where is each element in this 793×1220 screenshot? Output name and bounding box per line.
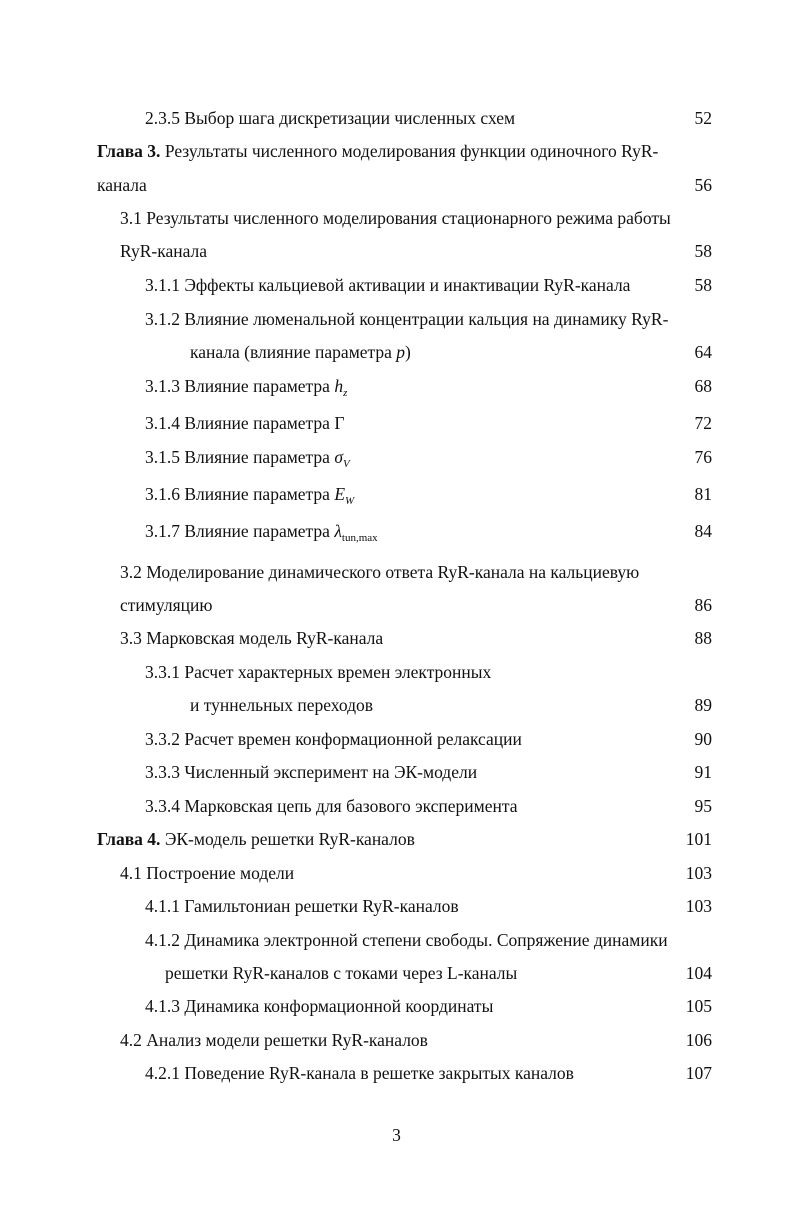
math-symbol: Γ xyxy=(334,413,345,433)
toc-3-1-7 xyxy=(145,520,378,549)
toc-3-1-6 xyxy=(145,483,354,512)
toc-page: 88 xyxy=(694,628,712,648)
toc-3-2: 3.2 Моделирование динамического ответа RyR-канала на кальциевую xyxy=(120,562,640,582)
toc-text: 3.1.5 Влияние параметра xyxy=(145,447,335,467)
toc-page: 103 xyxy=(685,896,712,916)
math-symbol: σ xyxy=(334,447,343,467)
toc-3-1-2-cont xyxy=(190,341,411,363)
toc-text: 3.1.7 Влияние параметра xyxy=(145,521,335,541)
math-symbol: h xyxy=(334,376,344,396)
toc-page: 107 xyxy=(685,1063,712,1083)
toc-page: 86 xyxy=(694,595,712,615)
toc-page: 103 xyxy=(685,863,712,883)
toc-page: 64 xyxy=(694,342,712,362)
math-sub: tun,max xyxy=(341,532,378,544)
toc-page: 68 xyxy=(694,376,712,396)
toc-4-1-2: 4.1.2 Динамика электронной степени свободы. Сопряжение динамики xyxy=(145,930,668,950)
chapter-title: Результаты численного моделирования функции одиночного RyR- xyxy=(160,141,659,161)
toc-page: 91 xyxy=(694,762,712,782)
toc-text: 3.1.6 Влияние параметра xyxy=(145,484,335,504)
toc-4-1: 4.1 Построение модели xyxy=(120,863,295,883)
toc-3-3-2: 3.3.2 Расчет времен конформационной релаксации xyxy=(145,729,522,749)
cont-tail: ) xyxy=(405,342,411,362)
toc-3-1: 3.1 Результаты численного моделирования стационарного режима работы xyxy=(120,208,671,228)
toc-4-2: 4.2 Анализ модели решетки RyR-каналов xyxy=(120,1030,428,1050)
chapter-label: Глава 3. xyxy=(97,141,161,161)
toc-3-3-4: 3.3.4 Марковская цепь для базового эксперимента xyxy=(145,796,518,816)
toc-text: 3.1.3 Влияние параметра xyxy=(145,376,335,396)
toc-page: 105 xyxy=(685,996,712,1016)
chapter-title: ЭК-модель решетки RyR-каналов xyxy=(160,829,415,849)
toc-4-2-1: 4.2.1 Поведение RyR-канала в решетке закрытых каналов xyxy=(145,1063,574,1083)
toc-3-1-1: 3.1.1 Эффекты кальциевой активации и инактивации RyR-канала xyxy=(145,275,631,295)
toc-page: 104 xyxy=(685,963,712,983)
toc-page: 106 xyxy=(685,1030,712,1050)
toc-3-1-5 xyxy=(145,446,350,475)
toc-page: 95 xyxy=(694,796,712,816)
toc-page: 72 xyxy=(694,413,712,433)
toc-page: 90 xyxy=(694,729,712,749)
cont-text: канала (влияние параметра xyxy=(190,342,397,362)
toc-page: 84 xyxy=(694,521,712,541)
toc-page: 101 xyxy=(685,829,712,849)
toc-text: 3.1.4 Влияние параметра xyxy=(145,413,335,433)
math-symbol: E xyxy=(334,484,346,504)
math-sub: W xyxy=(345,495,355,507)
page-number: 3 xyxy=(392,1125,401,1145)
math-sub: V xyxy=(342,458,350,470)
toc-2-3-5: 2.3.5 Выбор шага дискретизации численных схем xyxy=(145,108,516,128)
toc-page: 76 xyxy=(694,447,712,467)
toc-4-1-1: 4.1.1 Гамильтониан решетки RyR-каналов xyxy=(145,896,459,916)
toc-3-1-3 xyxy=(145,375,347,404)
toc-3-3-3: 3.3.3 Численный эксперимент на ЭК-модели xyxy=(145,762,478,782)
toc-chapter-4 xyxy=(97,828,415,850)
toc-chapter-3-cont: канала xyxy=(97,175,147,195)
toc-page: 89 xyxy=(694,695,712,715)
toc-3-3-1-cont: и туннельных переходов xyxy=(190,695,374,715)
toc-page: 58 xyxy=(694,241,712,261)
toc-3-1-2: 3.1.2 Влияние люменальной концентрации кальция на динамику RyR- xyxy=(145,309,669,329)
toc-page: 81 xyxy=(694,484,712,504)
toc-4-1-2-cont: решетки RyR-каналов с токами через L-каналы xyxy=(165,963,518,983)
chapter-label: Глава 4. xyxy=(97,829,161,849)
toc-3-1-cont: RyR-канала xyxy=(120,241,208,261)
toc-3-3-1: 3.3.1 Расчет характерных времен электронных xyxy=(145,662,492,682)
toc-chapter-3 xyxy=(97,140,658,162)
math-p: p xyxy=(396,342,406,362)
math-sub: z xyxy=(343,387,348,399)
toc-3-3: 3.3 Марковская модель RyR-канала xyxy=(120,628,384,648)
toc-page: 52 xyxy=(694,108,712,128)
toc-4-1-3: 4.1.3 Динамика конформационной координаты xyxy=(145,996,494,1016)
toc-page: 56 xyxy=(694,175,712,195)
toc-3-1-4 xyxy=(145,412,344,434)
toc-page: 58 xyxy=(694,275,712,295)
toc-3-2-cont: стимуляцию xyxy=(120,595,213,615)
math-symbol: λ xyxy=(334,521,342,541)
